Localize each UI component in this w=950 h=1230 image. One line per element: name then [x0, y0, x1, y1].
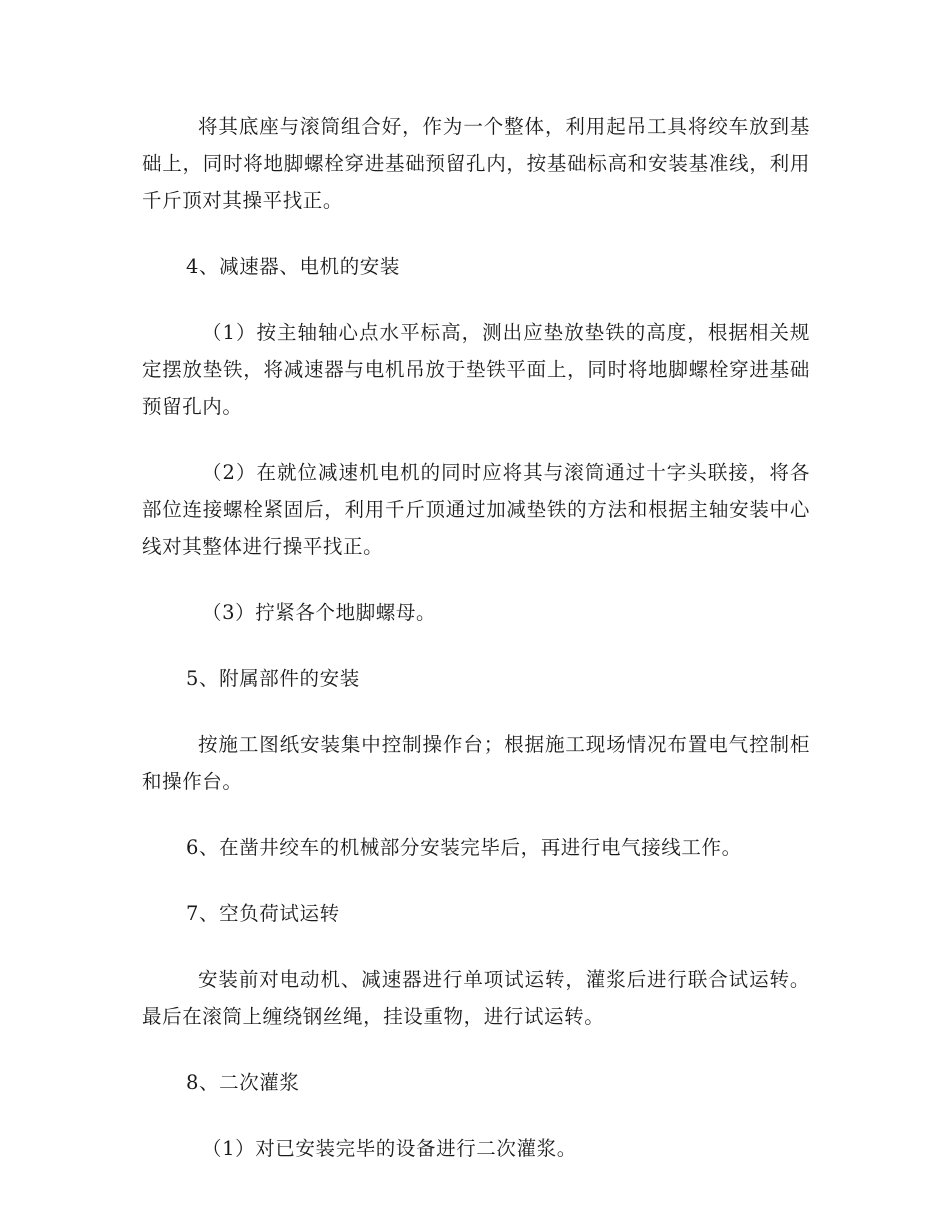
paragraph-gap	[142, 697, 810, 726]
paragraph-step-1-shims: （1）按主轴轴心点水平标高，测出应垫放垫铁的高度，根据相关规定摆放垫铁，将减速器与电机吊放于垫铁平面上，同时将地脚螺栓穿进基础预留孔内。	[142, 321, 810, 418]
paragraph-step-2-coupling: （2）在就位减速机电机的同时应将其与滚筒通过十字头联接，将各部位连接螺栓紧固后，利用千斤顶通过加减垫铁的方法和根据主轴安装中心线对其整体进行操平找正。	[142, 461, 810, 558]
paragraph-gap	[142, 285, 810, 314]
paragraph-control-console: 按施工图纸安装集中控制操作台；根据施工现场情况布置电气控制柜和操作台。	[142, 733, 810, 793]
paragraph-gap	[142, 932, 810, 961]
heading-reducer-motor-install: 4、减速器、电机的安装	[186, 255, 401, 278]
heading-secondary-grouting: 8、二次灌浆	[186, 1071, 300, 1094]
paragraph-test-run: 安装前对电动机、减速器进行单项试运转，灌浆后进行联合试运转。最后在滚筒上缠绕钢丝绳，挂设重物，进行试运转。	[142, 968, 810, 1028]
paragraph-gap	[142, 1101, 810, 1130]
heading-electrical-wiring: 6、在凿井绞车的机械部分安装完毕后，再进行电气接线工作。	[186, 836, 742, 859]
paragraph-gap	[142, 866, 810, 895]
document-body	[142, 108, 810, 1167]
heading-accessory-install: 5、附属部件的安装	[186, 667, 360, 690]
paragraph-gap	[142, 800, 810, 829]
paragraph-gap	[142, 1035, 810, 1064]
paragraph-step-3-nuts: （3）拧紧各个地脚螺母。	[202, 601, 437, 624]
paragraph-gap	[142, 631, 810, 660]
paragraph-winch-assembly: 将其底座与滚筒组合好，作为一个整体，利用起吊工具将绞车放到基础上，同时将地脚螺栓穿进基础预留孔内，按基础标高和安装基准线，利用千斤顶对其操平找正。	[142, 115, 810, 212]
paragraph-gap	[142, 219, 810, 248]
paragraph-gap	[142, 425, 810, 454]
paragraph-gap	[142, 565, 810, 594]
heading-no-load-test: 7、空负荷试运转	[186, 902, 340, 925]
paragraph-grouting-step-1: （1）对已安装完毕的设备进行二次灌浆。	[202, 1137, 577, 1160]
